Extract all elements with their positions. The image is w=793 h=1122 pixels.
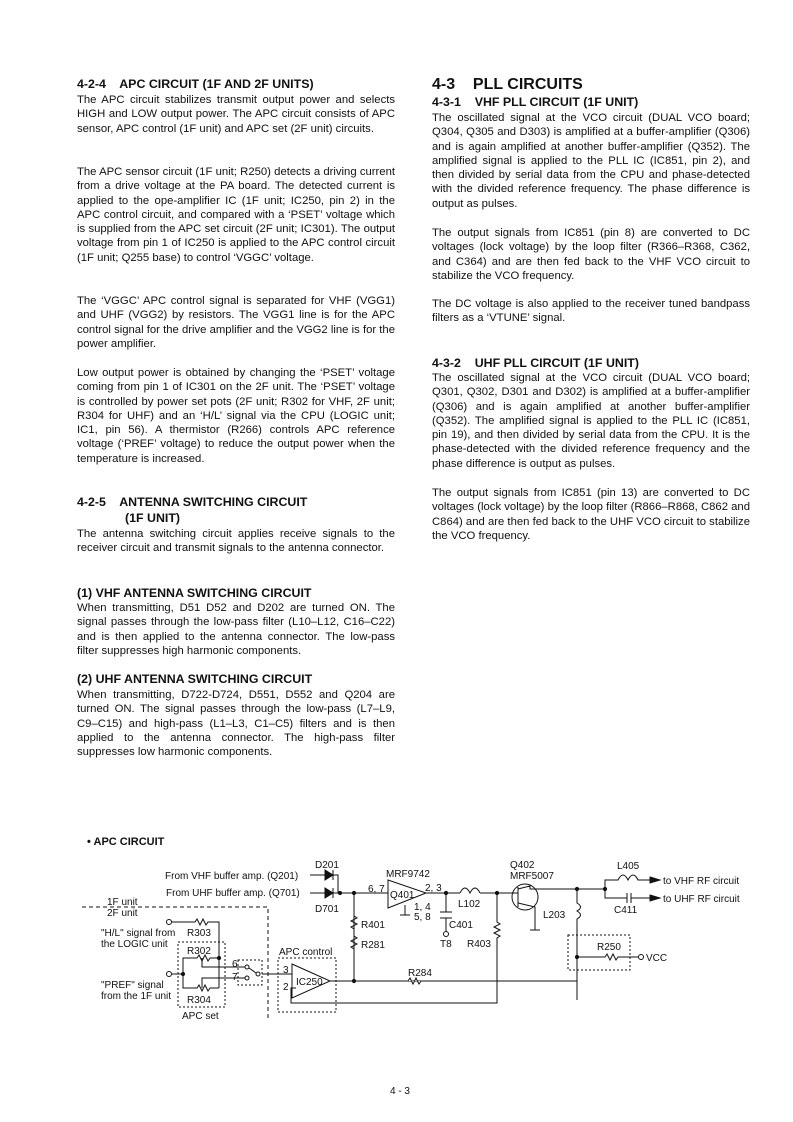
l102-inductor	[460, 888, 480, 893]
label-pin: 3	[283, 965, 289, 976]
label-pin: 7	[232, 972, 238, 983]
label-c411: C411	[614, 905, 638, 916]
label-pins: 5, 8	[414, 912, 431, 923]
label-l203: L203	[543, 910, 566, 921]
label-pins: 6, 7	[368, 884, 385, 895]
paragraph: The output signals from IC851 (pin 13) are converted to DC voltages (lock voltage) by the loop filter (R866–R868, C862 and C864) and are then fed back to the UHF VCO circuit to stabilize the VCO frequency.	[432, 487, 750, 542]
label-pref-signal: "PREF" signal	[101, 980, 164, 991]
paragraph: The oscillated signal at the VCO circuit (DUAL VCO board; Q301, Q302, D301 and D302) is amplified at a buffer-amplifier (Q306) and is again amplified at another buffer-amplifier (Q352). The amplified signal is applied to the PLL IC (IC851, pin 19), and then divided by serial data from the CPU. It is the phase-detected with the divided reference frequency and the phase difference is output as pulses.	[432, 372, 750, 470]
paragraph: Low output power is obtained by changing the ‘PSET’ voltage coming from pin 1 of IC301 on the 2F unit. The ‘PSET’ voltage is controlled by power set pots (2F unit; R302 for VHF, 2F unit; R304 for UHF) and an ‘H/L’ signal via the CPU (LOGIC unit; IC1, pin 56). A thermistor (R266) controls APC reference voltage (‘PREF’ voltage) to reduce the output power when the temperature is increased.	[77, 367, 395, 465]
paragraph: The DC voltage is also applied to the receiver tuned bandpass filters as a ‘VTUNE’ signal.	[432, 298, 750, 325]
paragraph: The ‘VGGC’ APC control signal is separated for VHF (VGG1) and UHF (VGG2) by resistors. The VGG1 line is for the APC control signal for the drive amplifier and the VGG2 line is for the power amplifier.	[77, 295, 395, 350]
label-apc-control: APC control	[279, 947, 333, 958]
paragraph: The antenna switching circuit applies receive signals to the receiver circuit and transmit signals to the antenna connector.	[77, 528, 395, 555]
label-apc-set: APC set	[182, 1011, 219, 1022]
uhf-antenna-title: (2) UHF ANTENNA SWITCHING CIRCUIT	[77, 672, 313, 686]
label-mrf5007: MRF5007	[510, 871, 554, 882]
label-r302: R302	[187, 946, 211, 957]
label-ic250: IC250	[296, 977, 323, 988]
c401-capacitor	[440, 912, 452, 918]
page-number: 4 - 3	[389, 1086, 410, 1097]
label-r281: R281	[361, 940, 385, 951]
label-t8: T8	[440, 939, 452, 950]
label-r250: R250	[597, 942, 621, 953]
label-vcc: VCC	[646, 953, 668, 964]
paragraph: When transmitting, D51 D52 and D202 are turned ON. The signal passes through the low-pass filter (L10–L12, C16–C22) and is then applied to the antenna connector. The low-pass filter suppresses high harmonic components.	[77, 602, 395, 657]
label-l102: L102	[458, 899, 481, 910]
label-d201: D201	[315, 860, 339, 871]
label-l405: L405	[617, 861, 640, 872]
label-r304: R304	[187, 995, 211, 1006]
label-pins: 2, 3	[425, 883, 442, 894]
section-4-2-5-title: 4-2-5 ANTENNA SWITCHING CIRCUIT	[77, 495, 308, 509]
label-pref-signal: from the 1F unit	[101, 991, 172, 1002]
label-pin: 2	[283, 982, 289, 993]
paragraph: The APC sensor circuit (1F unit; R250) detects a driving current from a drive voltage at the PA board. The detected current is applied to the ope-amplifier IC (1F unit; IC250, pin 2) in the APC control circuit, and compared with a ‘PSET’ voltage which is supplied from the APC set circuit (2F unit; IC301). The output voltage from pin 1 of IC250 is applied to the APC control circuit (1F unit; Q255 base) to control ‘VGGC’ voltage.	[77, 166, 395, 264]
label-d701: D701	[315, 904, 339, 915]
paragraph: The oscillated signal at the VCO circuit (DUAL VCO board; Q304, Q305 and D303) is amplified at a buffer-amplifier (Q306) and is again amplified at another buffer-amplifier (Q352). The amplified signal is applied to the PLL IC (IC851, pin 2), and then divided by serial data from the CPU and phase-detected with the divided reference frequency. The phase difference is output as pulses.	[432, 112, 750, 210]
label-r401: R401	[361, 920, 385, 931]
label-to-vhf: to VHF RF circuit	[663, 876, 740, 887]
label-q401: Q401	[390, 890, 415, 901]
label-r403: R403	[467, 939, 491, 950]
paragraph: The output signals from IC851 (pin 8) are converted to DC voltages (lock voltage) by the loop filter (R366–R368, C362, and C364) and are then fed back to the VHF VCO circuit to stabilize the VCO frequency.	[432, 227, 750, 282]
label-from-uhf: From UHF buffer amp. (Q701)	[166, 888, 300, 899]
label-2f-unit: 2F unit	[107, 908, 138, 919]
label-mrf9742: MRF9742	[386, 869, 430, 880]
label-pins: 1, 4	[414, 902, 431, 913]
diagram-title: • APC CIRCUIT	[87, 836, 165, 848]
label-c401: C401	[449, 920, 473, 931]
label-r303: R303	[187, 928, 211, 939]
section-4-2-4-title: 4-2-4 APC CIRCUIT (1F AND 2F UNITS)	[77, 77, 314, 91]
q402-transistor	[512, 884, 538, 910]
section-4-3-1-title: 4-3-1 VHF PLL CIRCUIT (1F UNIT)	[432, 95, 639, 109]
label-pin: 6	[232, 959, 238, 970]
section-4-3-2-title: 4-3-2 UHF PLL CIRCUIT (1F UNIT)	[432, 356, 639, 370]
label-hl-signal: the LOGIC unit	[101, 939, 168, 950]
section-4-2-5-subtitle: (1F UNIT)	[125, 511, 181, 525]
label-from-vhf: From VHF buffer amp. (Q201)	[165, 871, 299, 882]
label-1f-unit: 1F unit	[107, 897, 138, 908]
label-q402: Q402	[510, 860, 535, 871]
vhf-antenna-title: (1) VHF ANTENNA SWITCHING CIRCUIT	[77, 586, 312, 600]
label-r284: R284	[408, 968, 432, 979]
paragraph: When transmitting, D722-D724, D551, D552 and Q204 are turned ON. The signal passes through the low-pass (L7–L9, C9–C15) and high-pass (L1–L3, C1–C5) filters and is then applied to the antenna connector. The high-pass filter suppresses low harmonic components.	[77, 689, 395, 759]
paragraph: The APC circuit stabilizes transmit output power and selects HIGH and LOW output power. The APC circuit consists of APC sensor, APC control (1F unit) and APC set (2F unit) circuits.	[77, 94, 395, 135]
label-to-uhf: to UHF RF circuit	[663, 894, 740, 905]
section-4-3-title: 4-3 PLL CIRCUITS	[432, 76, 583, 93]
label-hl-signal: "H/L" signal from	[101, 928, 176, 939]
